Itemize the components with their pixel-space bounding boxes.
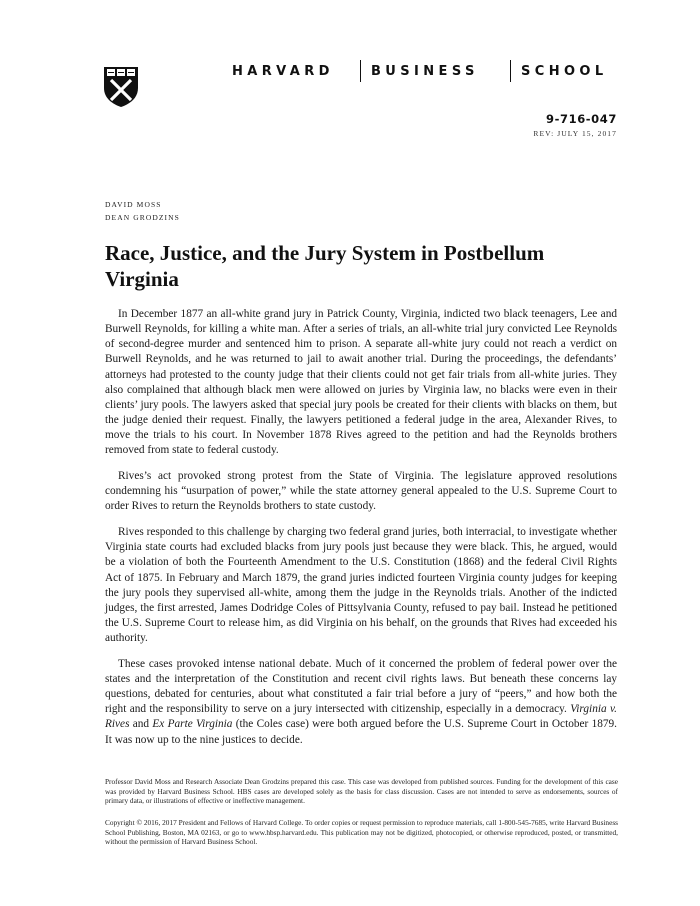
masthead-divider — [360, 60, 361, 82]
case-body — [105, 307, 617, 758]
body-paragraph: In December 1877 an all-white grand jury in Patrick County, Virginia, indicted two black teenagers, Lee and Burwell Reynolds, for killing a white man. After a series of trials, an all-white trial jury convicted Lee Reynolds of second-degree murder and sentenced him to prison. A separate all-white jury could not reach a verdict on Burwell Reynolds, and he was returned to jail to await another trial. During the proceedings, the defendants’ attorneys had protested to the county judge that their clients could not get fair trials from all-white juries. They also complained that although black men were allowed on juries by Virginia law, no blacks were even in their clients’ jury pools. The lawyers asked that special jury pools be created for their clients with blacks on them, but the judge denied their request. Finally, the lawyers petitioned a federal judge in the area, Alexander Rives, to move the trials to his court. In November 1878 Rives agreed to the petition and had the Reynolds brothers removed from state to federal custody. — [105, 308, 617, 457]
author-name: DAVID MOSS — [105, 200, 162, 209]
preparation-note: Professor David Moss and Research Associate Dean Grodzins prepared this case. This case was developed from published sources. Funding for the development of this case was provided by Harvard Business School. HBS cases are developed solely as the basis for class discussion. Cases are not intended to serve as endorsements, sources of primary data, or illustrations of effective or ineffective management. — [105, 777, 618, 806]
author-name: DEAN GRODZINS — [105, 213, 180, 222]
revision-date: REV: JULY 15, 2017 — [533, 129, 617, 138]
body-paragraph: These cases provoked intense national debate. Much of it concerned the problem of federal power over the states and the interpretation of the Constitution and recent civil rights laws. But beneath these concerns lay questions, debated for centuries, about what constituted a fair trial before a jury of “peers,” and how both the right and the responsibility to serve on a jury intersected with citizenship, especially in a democracy. Virginia v. Rives and Ex Parte Virginia (the Coles case) were both argued before the U.S. Supreme Court in October 1879. It was now up to the nine justices to decide. — [105, 657, 617, 746]
case-citation: Ex Parte Virginia — [152, 718, 233, 731]
school-masthead — [0, 60, 700, 82]
case-title: Race, Justice, and the Jury System in Postbellum Virginia — [105, 241, 545, 291]
masthead-divider — [510, 60, 511, 82]
case-citation: Virginia v. Rives — [105, 703, 617, 731]
masthead-word-school: SCHOOL — [521, 64, 608, 79]
case-number: 9-716-047 — [546, 112, 617, 126]
masthead-word-business: BUSINESS — [371, 64, 479, 79]
body-paragraph: Rives responded to this challenge by charging two federal grand juries, both interracial, to investigate whether Virginia state courts had excluded blacks from jury pools just because they were black. This, he argued, would be a violation of both the Fourteenth Amendment to the U.S. Constitution (1868) and the federal Civil Rights Act of 1875. In February and March 1879, the grand juries indicted fourteen Virginia county judges for keeping the jury pools they supervised all-white, among them the judge in the Reynolds trials. Another of the indicted judges, the first arrested, James Dodridge Coles of Pittsylvania County, refused to pay bail. Instead he petitioned the U.S. Supreme Court to release him, as did Virginia on his behalf, on the grounds that Rives had exceeded his authority. — [105, 526, 617, 645]
body-paragraph: Rives’s act provoked strong protest from the State of Virginia. The legislature approved resolutions condemning his “usurpation of power,” while the state attorney general appealed to the U.S. Supreme Court to order Rives to return the Reynolds brothers to state custody. — [105, 470, 617, 513]
masthead-word-harvard: HARVARD — [232, 64, 334, 79]
copyright-note: Copyright © 2016, 2017 President and Fellows of Harvard College. To order copies or request permission to reproduce materials, call 1-800-545-7685, write Harvard Business School Publishing, Boston, MA 02163, or go to www.hbsp.harvard.edu. This publication may not be digitized, photocopied, or otherwise reproduced, posted, or transmitted, without the permission of Harvard Business School. — [105, 818, 618, 847]
